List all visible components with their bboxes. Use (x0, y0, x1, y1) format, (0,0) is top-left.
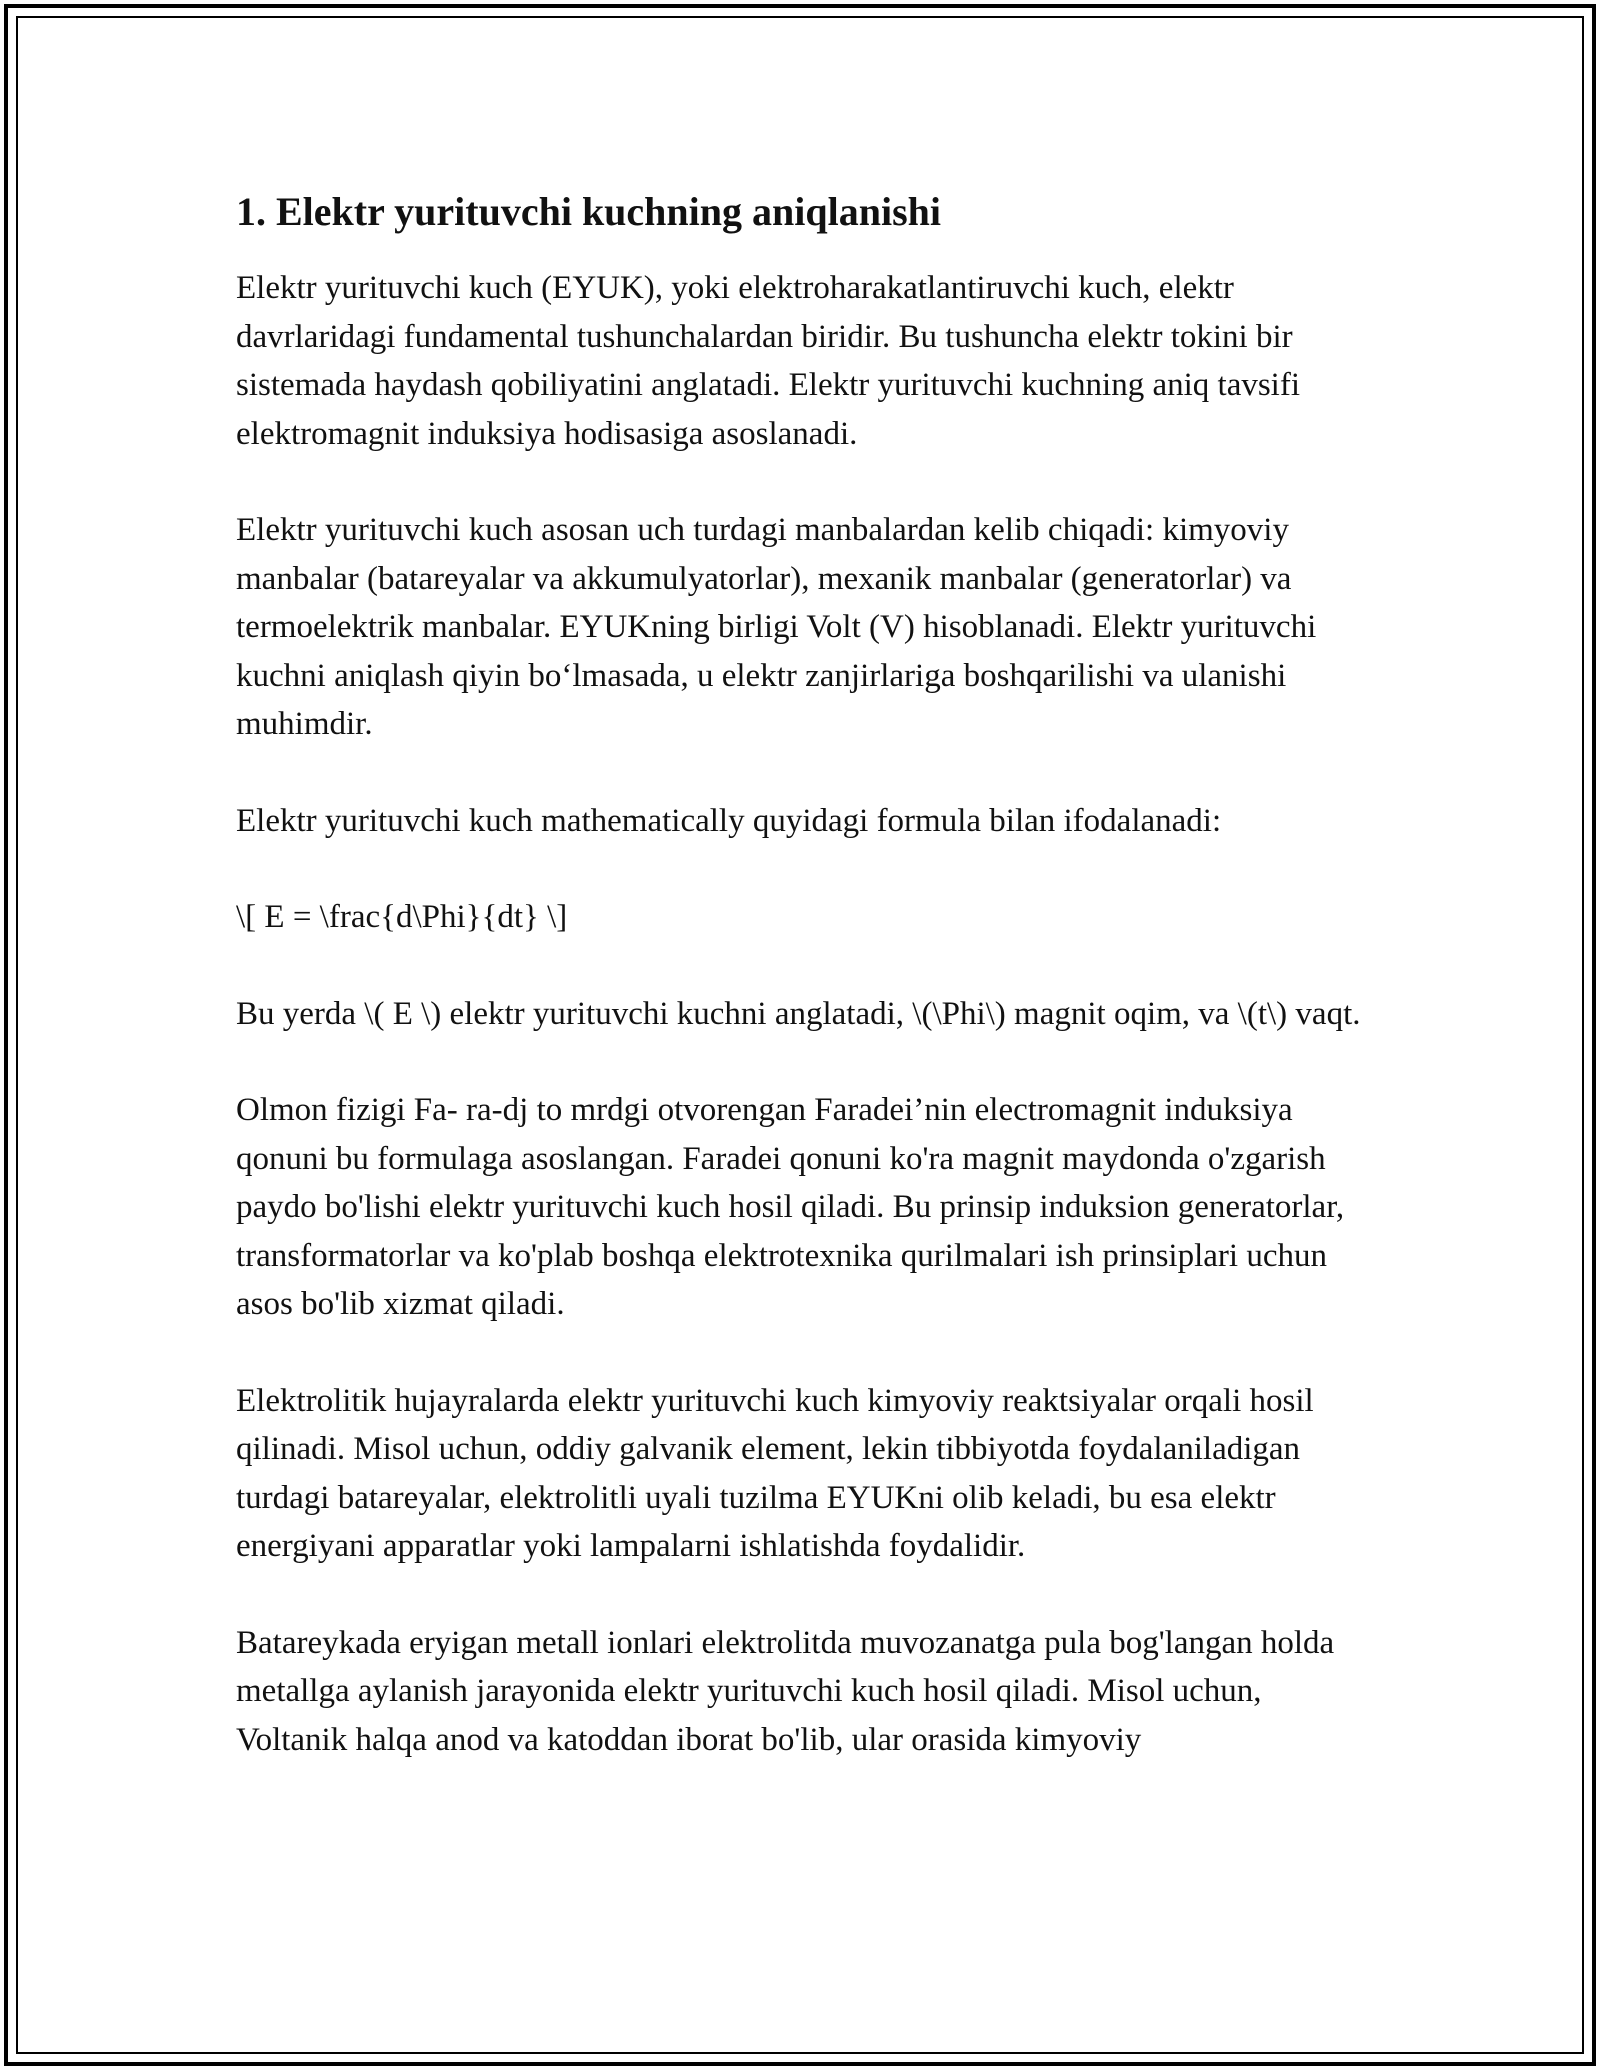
section-heading: 1. Elektr yurituvchi kuchning aniqlanishi (236, 189, 942, 234)
document-body (236, 186, 1376, 1812)
paragraph-electrolytic: Elektrolitik hujayralarda elektr yurituvchi kuch kimyoviy reaktsiyalar orqali hosil qilinadi. Misol uchun, oddiy galvanik element, lekin tibbiyotda foydalaniladigan turdagi batareyalar, elektrolitli uyali tuzilma EYUKni olib keladi, bu esa elektr energiyani apparatlar yoki lampalarni ishlatishda foydalidir. (236, 1382, 1314, 1564)
formula-line: \[ E = \frac{d\Phi}{dt} \] (236, 899, 568, 935)
paragraph-formula-explanation: Bu yerda \( E \) elektr yurituvchi kuchni anglatadi, \(\Phi\) magnit oqim, va \(t\) vaqt. (236, 995, 1361, 1032)
paragraph-sources: Elektr yurituvchi kuch asosan uch turdagi manbalardan kelib chiqadi: kimyoviy manbalar (batareyalar va akkumulyatorlar), mexanik manbalar (generatorlar) va termoelektrik manbalar. EYUKning birligi Volt (V) hisoblanadi. Elektr yurituvchi kuchni aniqlash qiyin bo‘lmasada, u elektr zanjirlariga boshqarilishi va ulanishi muhimdir. (236, 512, 1317, 742)
paragraph-faraday: Olmon fizigi Fa- ra-dj to mrdgi otvorengan Faradei’nin electromagnit induksiya qonuni bu formulaga asoslangan. Faradei qonuni ko'ra magnit maydonda o'zgarish paydo bo'lishi elektr yurituvchi kuch hosil qiladi. Bu prinsip induksion generatorlar, transformatorlar va ko'plab boshqa elektrotexnika qurilmalari ish prinsiplari uchun asos bo'lib xizmat qiladi. (236, 1092, 1345, 1322)
paragraph-definition: Elektr yurituvchi kuch (EYUK), yoki elektroharakatlantiruvchi kuch, elektr davrlaridagi fundamental tushunchalardan biridir. Bu tushuncha elektr tokini bir sistemada haydash qobiliyatini anglatadi. Elektr yurituvchi kuchning aniq tavsifi elektromagnit induksiya hodisasiga asoslanadi. (236, 270, 1301, 452)
paragraph-formula-intro: Elektr yurituvchi kuch mathematically quyidagi formula bilan ifodalanadi: (236, 802, 1222, 839)
paragraph-battery: Batareykada eryigan metall ionlari elektrolitda muvozanatga pula bog'langan holda metallga aylanish jarayonida elektr yurituvchi kuch hosil qiladi. Misol uchun, Voltanik halqa anod va katoddan iborat bo'lib, ular orasida kimyoviy (236, 1624, 1335, 1758)
